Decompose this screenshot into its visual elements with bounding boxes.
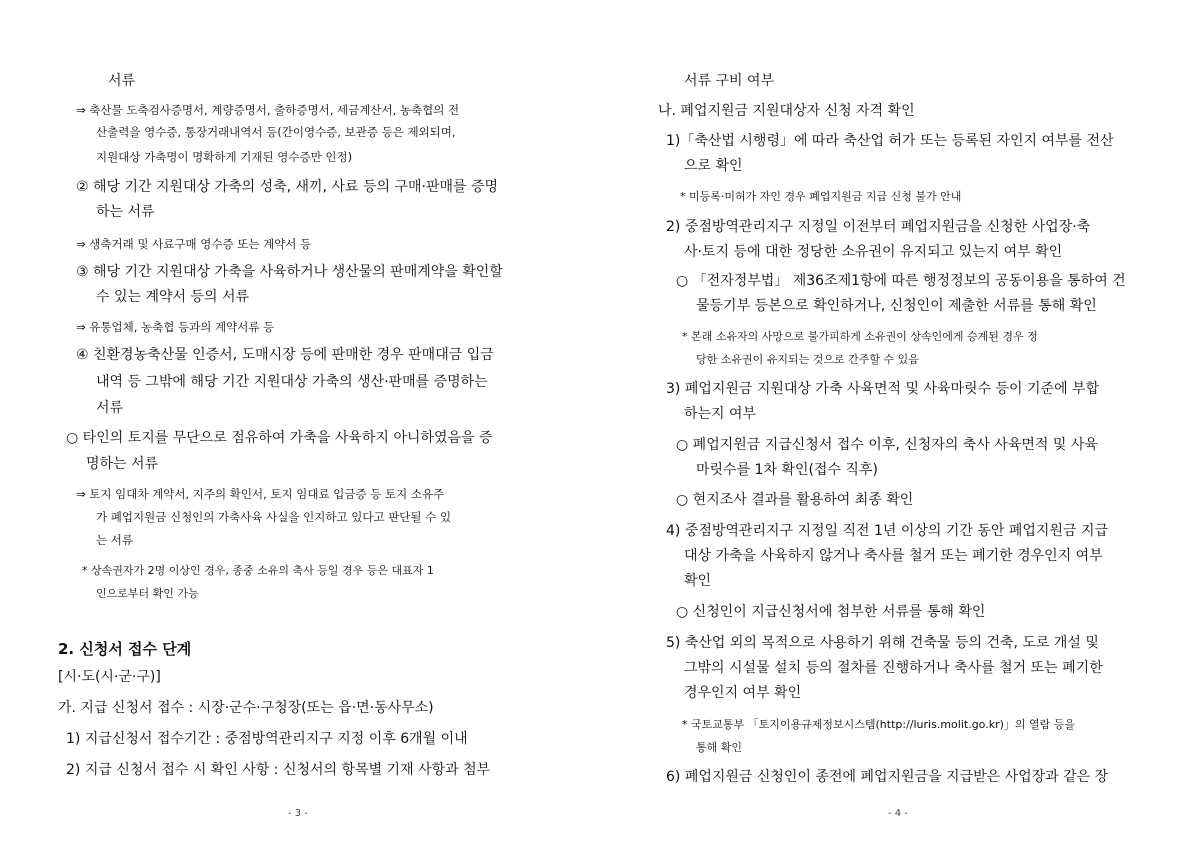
text-line: 하는지 여부 — [684, 406, 757, 422]
text-line: ③ 해당 기간 지원대상 가축을 사육하거나 생산물의 판매계약을 확인할 — [76, 264, 503, 280]
text-line: 1) 지급신청서 접수기간 : 중점방역관리지구 지정 이후 6개월 이내 — [66, 731, 468, 747]
text-line: 3) 폐업지원금 지원대상 가축 사육면적 및 사육마릿수 등이 기준에 부합 — [666, 381, 1100, 397]
text-line: 나. 폐업지원금 지원대상자 신청 자격 확인 — [658, 103, 915, 119]
text-line: 인으로부터 확인 가능 — [96, 587, 199, 600]
text-line: 6) 폐업지원금 신청인이 종전에 폐업지원금을 지급받은 사업장과 같은 장 — [666, 769, 1109, 785]
text-line: 마릿수를 1차 확인(접수 직후) — [696, 462, 878, 478]
text-line: 가. 지급 신청서 접수 : 시장·군수·구청장(또는 읍·면·동사무소) — [58, 700, 434, 716]
text-line: 4) 중점방역관리지구 지정일 직전 1년 이상의 기간 동안 폐업지원금 지급 — [666, 523, 1108, 539]
text-line: 사·토지 등에 대한 정당한 소유권이 유지되고 있는지 여부 확인 — [684, 244, 1063, 260]
text-line: ④ 친환경농축산물 인증서, 도매시장 등에 판매한 경우 판매대금 입금 — [76, 347, 494, 363]
text-line: 대상 가축을 사육하지 않거나 축사를 철거 또는 폐기한 경우인지 여부 — [684, 548, 1103, 564]
text-line: 내역 등 그밖에 해당 기간 지원대상 가축의 생산·판매를 증명하는 — [96, 374, 488, 390]
text-line: 서류 구비 여부 — [684, 73, 775, 89]
text-line: ○ 「전자정부법」 제36조제1항에 따른 행정정보의 공동이용을 통하여 건 — [676, 273, 1126, 289]
text-line: ○ 신청인이 지급신청서에 첨부한 서류를 통해 확인 — [676, 604, 986, 620]
text-line: 당한 소유권이 유지되는 것으로 간주할 수 있음 — [696, 353, 919, 366]
text-line: 으로 확인 — [684, 158, 743, 174]
text-line: 는 서류 — [96, 533, 133, 547]
text-line: * 국토교통부 「토지이용규제정보시스템(http://luris.molit.go.kr)」의 열람 등을 — [682, 718, 1076, 731]
text-line: * 본래 소유자의 사망으로 불가피하게 소유권이 상속인에게 승계된 경우 정 — [682, 330, 1038, 343]
text-line: 하는 서류 — [96, 204, 155, 220]
text-line: 2) 지급 신청서 접수 시 확인 사항 : 신청서의 항목별 기재 사항과 첨부 — [66, 762, 491, 778]
text-line: 가 폐업지원금 신청인의 가축사육 사실을 인지하고 있다고 판단될 수 있 — [96, 510, 452, 524]
text-line: ○ 폐업지원금 지급신청서 접수 이후, 신청자의 축사 사육면적 및 사육 — [676, 437, 1098, 453]
text-line: 확인 — [684, 573, 712, 589]
page-right — [600, 0, 1200, 848]
text-line: 경우인지 여부 확인 — [684, 685, 802, 701]
page-number: - 4 - — [888, 808, 908, 819]
text-line: 2) 중점방역관리지구 지정일 이전부터 폐업지원금을 신청한 사업장·축 — [666, 219, 1091, 235]
text-line: 서류 — [96, 400, 124, 416]
text-line: 그밖의 시설물 설치 등의 절차를 진행하거나 축사를 철거 또는 폐기한 — [684, 660, 1103, 676]
text-line: ○ 현지조사 결과를 활용하여 최종 확인 — [676, 492, 914, 508]
text-line: ⇒ 생축거래 및 사료구매 영수증 또는 계약서 등 — [76, 237, 312, 251]
text-line: * 미등록·미허가 자인 경우 폐업지원금 지급 신청 불가 안내 — [680, 190, 962, 203]
text-line: 수 있는 계약서 등의 서류 — [96, 289, 250, 305]
text-line: [시·도(시·군·구)] — [58, 669, 161, 685]
text-line: * 상속권자가 2명 이상인 경우, 종중 소유의 축사 등일 경우 등은 대표자 1 — [82, 564, 434, 577]
text-line: 5) 축산업 외의 목적으로 사용하기 위해 건축물 등의 건축, 도로 개설 및 — [666, 635, 1099, 651]
text-line: ⇒ 축산물 도축검사증명서, 계량증명서, 출하증명서, 세금계산서, 농축협의 전 — [76, 103, 460, 117]
text-line: ⇒ 유통업체, 농축협 등과의 계약서류 등 — [76, 320, 275, 334]
text-line: 서류 — [108, 73, 136, 89]
text-line: ○ 타인의 토지를 무단으로 점유하여 가축을 사육하지 아니하였음을 증 — [66, 430, 493, 446]
page-number: - 3 - — [288, 808, 308, 819]
text-line: 물등기부 등본으로 확인하거나, 신청인이 제출한 서류를 통해 확인 — [696, 298, 1097, 314]
text-line: 지원대상 가축명이 명확하게 기재된 영수증만 인정) — [96, 150, 353, 164]
text-line: 통해 확인 — [696, 741, 743, 754]
text-line: ⇒ 토지 임대차 계약서, 지주의 확인서, 토지 임대료 입금증 등 토지 소유주 — [76, 487, 445, 501]
text-line: 1)「축산법 시행령」에 따라 축산업 허가 또는 등록된 자인지 여부를 전산 — [666, 133, 1114, 149]
text-line: ② 해당 기간 지원대상 가축의 성축, 새끼, 사료 등의 구매·판매를 증명 — [76, 179, 499, 195]
text-line: 산출력을 영수증, 통장거래내역서 등(간이영수증, 보관증 등은 제외되며, — [96, 125, 456, 139]
text-line: 명하는 서류 — [86, 456, 159, 472]
section-heading: 2. 신청서 접수 단계 — [58, 640, 192, 658]
